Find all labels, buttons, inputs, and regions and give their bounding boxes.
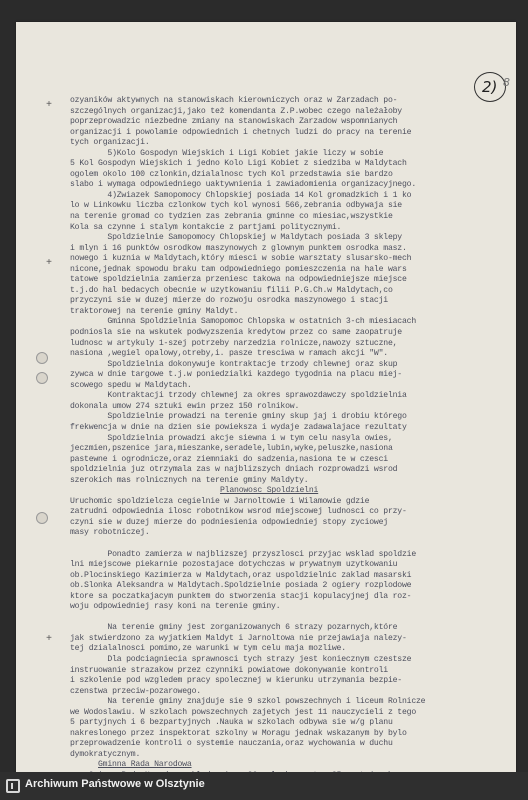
text-line: ob.Plocinskiego Kazimierza w Maldytach,oraz uspoldzielnic zaklad masarski — [70, 570, 412, 580]
text-line: na terenie gromad co tydzien zas zebrania gminne co miesiac,wszystkie — [70, 212, 393, 222]
text-line: przeprowadzenie kontroli o systemie nauczania,oraz wychowania w duchu — [70, 739, 393, 749]
text-line: czenstwa przeciw-pozarowego. — [70, 686, 201, 696]
punch-hole — [36, 352, 48, 364]
text-line: dymokratycznym. — [70, 749, 141, 759]
text-line: Spoldzielnie prowadzi na terenie gminy skup jaj i drobiu którego — [70, 412, 407, 422]
text-line: nicone,jednak spowodu braku tam odpowiedniego pomieszczenia na hale wars — [70, 264, 407, 274]
text-line: Gminna Rada Narodowa — [98, 760, 192, 770]
punch-hole — [36, 512, 48, 524]
text-line: Planowosc Spoldzielni — [220, 486, 319, 496]
text-line: Gminna Spoldzielnia Samopomoc Chlopska w ostatnich 3-ch miesiacach — [70, 317, 417, 327]
text-line: scowego spedu w Maldytach. — [70, 380, 192, 390]
punch-hole — [36, 372, 48, 384]
text-line: tatowe spoldzielnia zamierza przeniesc takowa na odpowiedniejsze miejsce — [70, 275, 407, 285]
text-line: 4)Zwiazek Samopomocy Chlopskiej posiada 14 Kol gromadzkich i 1 ko — [70, 190, 412, 200]
text-line: ludnosc w artykuly 1-szej potrzeby narzedzia rolnicze,nawozy sztuczne, — [70, 338, 398, 348]
folio-number: 2) — [482, 78, 498, 96]
margin-mark: + — [46, 258, 53, 269]
text-line: slabo i wymaga odpowiedniego uaktywnienia i zawiadomienia organizacyjnego. — [70, 180, 417, 190]
archive-logo-icon — [6, 779, 20, 793]
text-line: 5 partyjnych i 6 bezpartyjnych .Nauka w szkolach odbywa sie w/g planu — [70, 718, 393, 728]
text-line: szczególnych organizacji,jako też komendanta Z.P.wobec czego należałoby — [70, 106, 402, 116]
text-line: Spoldzielnia prowadzi akcje siewna i w tym celu nasyla owies, — [70, 433, 393, 443]
text-line: frekwencja w dnie na dzien sie powieksza i wydaje zadawalajace rezultaty — [70, 422, 407, 432]
text-line: podniosla sie na wskutek podwyzszenia kredytow przez co same zaopatruje — [70, 328, 402, 338]
text-line: pastewne i ogrodnicze,oraz ziemniaki do sadzenia,nasiona te w czesci — [70, 454, 388, 464]
typed-text-body — [70, 96, 518, 782]
text-line: przyczyni sie w duzej mierze do rozwoju osrodka maszynowego i stacji — [70, 296, 388, 306]
archive-name: Archiwum Państwowe w Olsztynie — [25, 778, 205, 790]
text-line: woju odpowiedniej rasy koni na terenie gminy. — [70, 602, 281, 612]
text-line: Uruchomic spoldzielcza cegielnie w Jarnoltowie i Wilamowie gdzie — [70, 496, 370, 506]
text-line: masy robotniczej. — [70, 528, 150, 538]
text-line: ozyaników aktywnych na stanowiskach kierowniczych oraz w Zarzadach po- — [70, 96, 398, 105]
text-line — [70, 613, 518, 624]
text-line: Spoldzielnie Samopomocy Chlopskiej w Maldytach posiada 3 sklepy — [70, 233, 402, 243]
text-line: t.j.do hal bedacych obecnie w uzytkowaniu filii P.G.Ch.w Maldytach,co — [70, 285, 393, 295]
text-line: zywca w dnie targowe t.j.w poniedzialki kazdego tygodnia na placu miej- — [70, 370, 402, 380]
text-line: traktorowej na terenie gminy Maldyt. — [70, 306, 239, 316]
text-line: spoldzielnia juz otrzymala zas w najblizszych dniach rozprowadzi wsrod — [70, 465, 398, 475]
text-line: ob.Slonka Aleksandra w Maldytach.Spoldzielnie posiada 2 ogiery rozplodowe — [70, 581, 412, 591]
text-line: nakreslonego przez inspektorat szkolny w Moragu jednak wskazanym by bylo — [70, 728, 407, 738]
text-line: Na terenie gminy znajduje sie 9 szkol powszechnych i liceum Rolnicze — [70, 697, 426, 707]
text-line: we Wodoslawiu. W szkolach powszechnych zajetych jest 11 nauczycieli z tego — [70, 707, 417, 717]
document-page — [16, 22, 516, 772]
text-line: tej dzialalnosci pomimo,ze warunki w tym celu maja mozliwe. — [70, 644, 346, 654]
folio-secondary-number: 8 — [503, 76, 510, 89]
text-line: Na terenie gminy jest zorganizowanych 6 strazy pozarnych,które — [70, 623, 398, 633]
text-line: Kola sa czynne i stalym kontakcie z partjami politycznymi. — [70, 222, 342, 232]
text-line: jak stwierdzono za wyjatkiem Maldyt i Jarnoltowa nie przejawiaja nalezy- — [70, 633, 407, 643]
text-line: lni miejscowe piekarnie pozostajace dotychczas w prywatnym uzytkowaniu — [70, 560, 398, 570]
text-line: nasiona ,wegiel opalowy,otreby,i. pasze tresciwa w ramach akcji "W". — [70, 349, 388, 359]
margin-mark: + — [46, 100, 53, 111]
text-line: zatrudni odpowiednia ilosc robotnikow wsrod miejscowej ludnosci co przy- — [70, 507, 407, 517]
text-line — [70, 539, 518, 550]
text-line: czyni sie w duzej mierze do podniesienia odpowiedniej stopy zyciowej — [70, 517, 388, 527]
text-line: i mlyn i 16 punktów osrodkow maszynowych z glownym punktem osrodka masz. — [70, 243, 407, 253]
text-line: ktore sa poczatkajacym punktem do stworzenia stacji kopulacyjnej dla roz- — [70, 591, 412, 601]
text-line: organizacji i powolamie odpowiednich i chetnych ludzi do pracy na terenie — [70, 127, 412, 137]
text-line: ogolem okolo 100 czlonkin,dzialalnosc tych Kol przedstawia sie bardzo — [70, 169, 393, 179]
text-line: Ponadto zamierza w najblizszej przyszlosci przyjac wsklad spoldzie — [70, 549, 417, 559]
text-line: tych organizacji. — [70, 138, 150, 148]
text-line: Kontraktacji trzody chlewnej za okres sprawozdawczy spoldzielnia — [70, 391, 407, 401]
text-line: lo w Linkowku liczba czlonkow tych kol wynosi 566,zebrania odbywaja sie — [70, 201, 402, 211]
text-line: Spoldzielnia dokonywuje kontraktacje trzody chlewnej oraz skup — [70, 359, 398, 369]
margin-mark: + — [46, 634, 53, 645]
text-line: i szkolenie pod wzgledem pracy spolecznej w kierunku utrzymania bezpie- — [70, 676, 402, 686]
text-line: instruowanie strazakow przez czynniki powiatowe dokonywanie kontroli — [70, 665, 388, 675]
text-line: dokonala umow 274 sztuki ewin przez 150 rolnikow. — [70, 401, 300, 411]
text-line: szerokich mas rolnicznych na terenie gminy Maldyty. — [70, 475, 309, 485]
text-line: nowego i kuznia w Maldytach,który miesci w sobie warsztaty slusarsko-mech — [70, 254, 412, 264]
text-line: Dla podciagniecia sprawnosci tych strazy jest koniecznym czestsze — [70, 654, 412, 664]
text-line: poprzeprowadzic niezbedne zmiany na stanowiskach Zarzadow wspomnianych — [70, 117, 398, 127]
text-line: 5 Kol Gospodyn Wiejskich i jedno Kolo Ligi Kobiet z siedziba w Maldytach — [70, 159, 407, 169]
text-line: 5)Kolo Gospodyn Wiejskich i Ligi Kobiet jakie liczy w sobie — [70, 148, 384, 158]
text-line: jeczmien,pszenice jara,mieszanke,seradele,lubin,wyke,peluszke,nasiona — [70, 444, 393, 454]
